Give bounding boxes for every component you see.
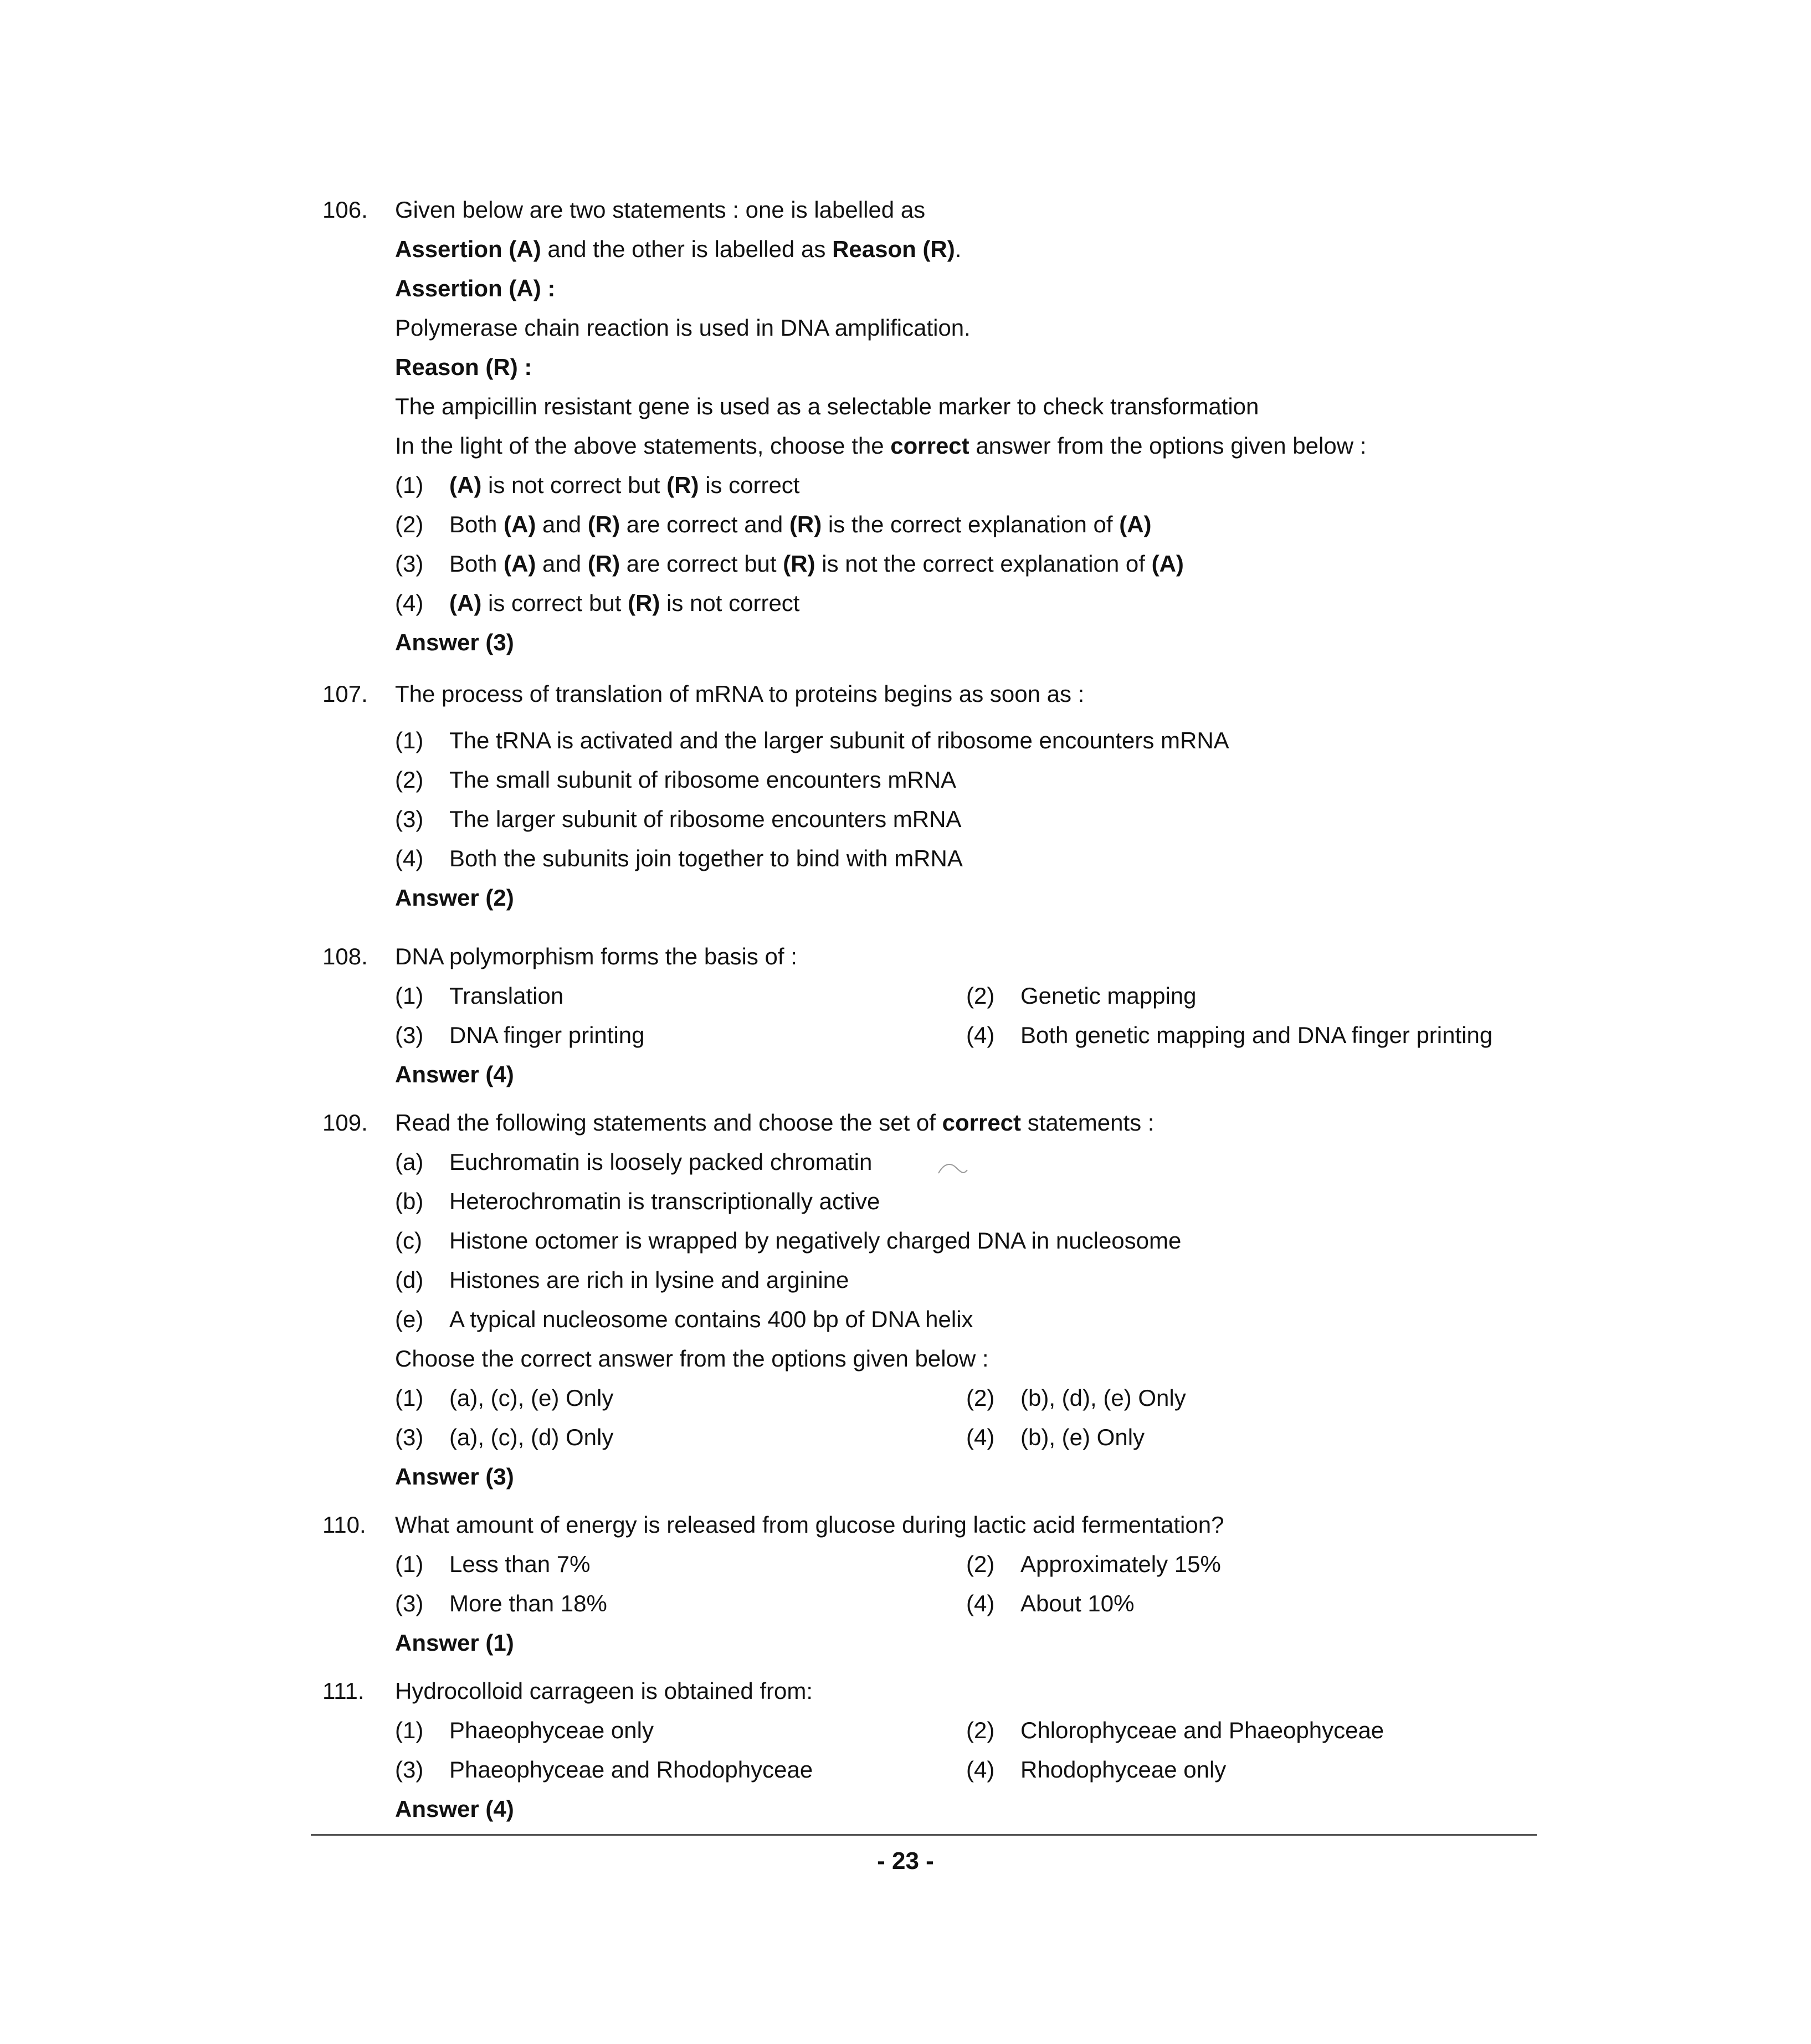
assertion-heading: Assertion (A) : (395, 275, 556, 301)
option-row (322, 713, 1541, 760)
option-number: (4) (966, 1424, 995, 1450)
option-row (322, 465, 1541, 505)
line-text: The ampicillin resistant gene is used as a selectable marker to check transformation (395, 393, 1259, 419)
answer-label: Answer (2) (395, 885, 514, 911)
answer-label: Answer (3) (395, 1463, 514, 1490)
answer-line (322, 623, 1541, 662)
question-108 (322, 937, 1541, 1094)
option-number: (3) (395, 1022, 424, 1048)
line-text: The process of translation of mRNA to proteins begins as soon as : (395, 681, 1085, 707)
option-number: (2) (966, 1385, 995, 1411)
option-text: Both genetic mapping and DNA finger printing (1020, 1022, 1493, 1048)
option-number: (2) (395, 767, 424, 793)
option-row (322, 1584, 1541, 1623)
option-text: The larger subunit of ribosome encounters mRNA (449, 806, 962, 832)
question-106 (322, 190, 1541, 662)
question-line: Assertion (A) and the other is labelled as Reason (R). (395, 236, 962, 262)
bold-term: correct (890, 433, 969, 459)
statement-label: (c) (395, 1228, 422, 1254)
option-number: (4) (966, 1022, 995, 1048)
statement-text: Euchromatin is loosely packed chromatin (449, 1149, 873, 1175)
pen-mark-icon (936, 1158, 969, 1180)
option-number: (1) (395, 1717, 424, 1743)
option-number: (1) (395, 1385, 424, 1411)
statement-label: (a) (395, 1149, 424, 1175)
option-row (322, 760, 1541, 799)
option-row (322, 583, 1541, 623)
line-text: What amount of energy is released from glucose during lactic acid fermentation? (395, 1512, 1224, 1538)
option-text: (b), (e) Only (1020, 1424, 1145, 1450)
line-text: Polymerase chain reaction is used in DNA amplification. (395, 315, 971, 341)
option-number: (3) (395, 806, 424, 832)
statement-row (322, 1182, 1541, 1221)
question-line (322, 1671, 1541, 1711)
option-row (322, 544, 1541, 583)
option-text: (a), (c), (e) Only (449, 1385, 614, 1411)
statement-text: Histones are rich in lysine and arginine (449, 1267, 849, 1293)
option-row (322, 1015, 1541, 1055)
option-text: DNA finger printing (449, 1022, 645, 1048)
answer-line (322, 1055, 1541, 1094)
option-row (322, 976, 1541, 1015)
option-text: About 10% (1020, 1590, 1135, 1616)
option-text: More than 18% (449, 1590, 607, 1616)
option-number: (1) (395, 727, 424, 753)
question-number: 107. (322, 681, 368, 707)
option-row (322, 839, 1541, 878)
option-row (322, 799, 1541, 839)
answer-line (322, 878, 1541, 917)
option-text: Both (A) and (R) are correct but (R) is not the correct explanation of (A) (449, 551, 1184, 577)
question-line: In the light of the above statements, choose the correct answer from the options given below : (395, 433, 1367, 459)
option-text: Less than 7% (449, 1551, 591, 1577)
question-107 (322, 674, 1541, 917)
option-row (322, 1711, 1541, 1750)
option-row (322, 1544, 1541, 1584)
statement-text: Histone octomer is wrapped by negatively charged DNA in nucleosome (449, 1228, 1182, 1254)
option-number: (2) (966, 983, 995, 1009)
question-line (322, 269, 1541, 308)
option-number: (3) (395, 1424, 424, 1450)
bold-term: correct (942, 1110, 1022, 1136)
question-110 (322, 1505, 1541, 1662)
line-text: Hydrocolloid carrageen is obtained from: (395, 1678, 813, 1704)
question-line (322, 1339, 1541, 1378)
statement-label: (d) (395, 1267, 424, 1293)
option-text: Rhodophyceae only (1020, 1757, 1227, 1783)
line-text: Given below are two statements : one is labelled as (395, 197, 926, 223)
statement-row (322, 1142, 1541, 1182)
statement-label: (b) (395, 1188, 424, 1214)
question-number: 106. (322, 197, 368, 223)
option-text: Phaeophyceae and Rhodophyceae (449, 1757, 813, 1783)
option-number: (2) (395, 511, 424, 537)
option-number: (4) (966, 1590, 995, 1616)
question-111 (322, 1671, 1541, 1829)
option-number: (4) (395, 590, 424, 616)
statement-row (322, 1300, 1541, 1339)
option-text: Chlorophyceae and Phaeophyceae (1020, 1717, 1384, 1743)
option-text: (A) is not correct but (R) is correct (449, 472, 800, 498)
option-number: (2) (966, 1717, 995, 1743)
question-line (322, 387, 1541, 426)
bold-term: Assertion (A) (395, 236, 541, 262)
line-text: DNA polymorphism forms the basis of : (395, 943, 797, 969)
statement-row (322, 1260, 1541, 1300)
statement-label: (e) (395, 1306, 424, 1332)
question-line (322, 1505, 1541, 1544)
option-row (322, 1378, 1541, 1418)
bold-term: Reason (R) (832, 236, 955, 262)
option-text: (A) is correct but (R) is not correct (449, 590, 800, 616)
option-number: (1) (395, 983, 424, 1009)
option-text: Translation (449, 983, 564, 1009)
question-number: 109. (322, 1110, 368, 1136)
question-line (322, 190, 1541, 229)
answer-label: Answer (4) (395, 1796, 514, 1822)
reason-heading: Reason (R) : (395, 354, 532, 380)
question-number: 108. (322, 943, 368, 969)
option-text: The tRNA is activated and the larger subunit of ribosome encounters mRNA (449, 727, 1229, 753)
answer-line (322, 1789, 1541, 1829)
option-number: (4) (395, 845, 424, 871)
option-number: (3) (395, 551, 424, 577)
question-109 (322, 1103, 1541, 1496)
option-row (322, 1418, 1541, 1457)
answer-line (322, 1457, 1541, 1496)
question-number: 110. (322, 1512, 366, 1538)
option-text: Genetic mapping (1020, 983, 1197, 1009)
statement-row (322, 1221, 1541, 1260)
answer-label: Answer (4) (395, 1061, 514, 1087)
page-number: - 23 - (877, 1847, 934, 1874)
question-line (322, 308, 1541, 347)
option-number: (2) (966, 1551, 995, 1577)
footer-divider (311, 1834, 1537, 1836)
option-text: The small subunit of ribosome encounters mRNA (449, 767, 957, 793)
question-line (322, 937, 1541, 976)
option-text: Phaeophyceae only (449, 1717, 654, 1743)
option-text: (a), (c), (d) Only (449, 1424, 614, 1450)
option-row (322, 505, 1541, 544)
question-line (322, 674, 1541, 713)
answer-label: Answer (3) (395, 629, 514, 655)
option-number: (1) (395, 1551, 424, 1577)
option-number: (4) (966, 1757, 995, 1783)
question-number: 111. (322, 1678, 365, 1704)
statement-text: A typical nucleosome contains 400 bp of DNA helix (449, 1306, 973, 1332)
answer-line (322, 1623, 1541, 1662)
option-number: (3) (395, 1590, 424, 1616)
option-text: Approximately 15% (1020, 1551, 1221, 1577)
line-text: Choose the correct answer from the options given below : (395, 1345, 989, 1372)
statement-text: Heterochromatin is transcriptionally active (449, 1188, 880, 1214)
option-number: (1) (395, 472, 424, 498)
option-text: (b), (d), (e) Only (1020, 1385, 1186, 1411)
option-number: (3) (395, 1757, 424, 1783)
question-line: 109. Read the following statements and choose the set of correct statements : (322, 1103, 1541, 1142)
answer-label: Answer (1) (395, 1630, 514, 1656)
option-text: Both the subunits join together to bind with mRNA (449, 845, 963, 871)
option-row (322, 1750, 1541, 1789)
option-text: Both (A) and (R) are correct and (R) is the correct explanation of (A) (449, 511, 1152, 537)
question-line (322, 347, 1541, 387)
